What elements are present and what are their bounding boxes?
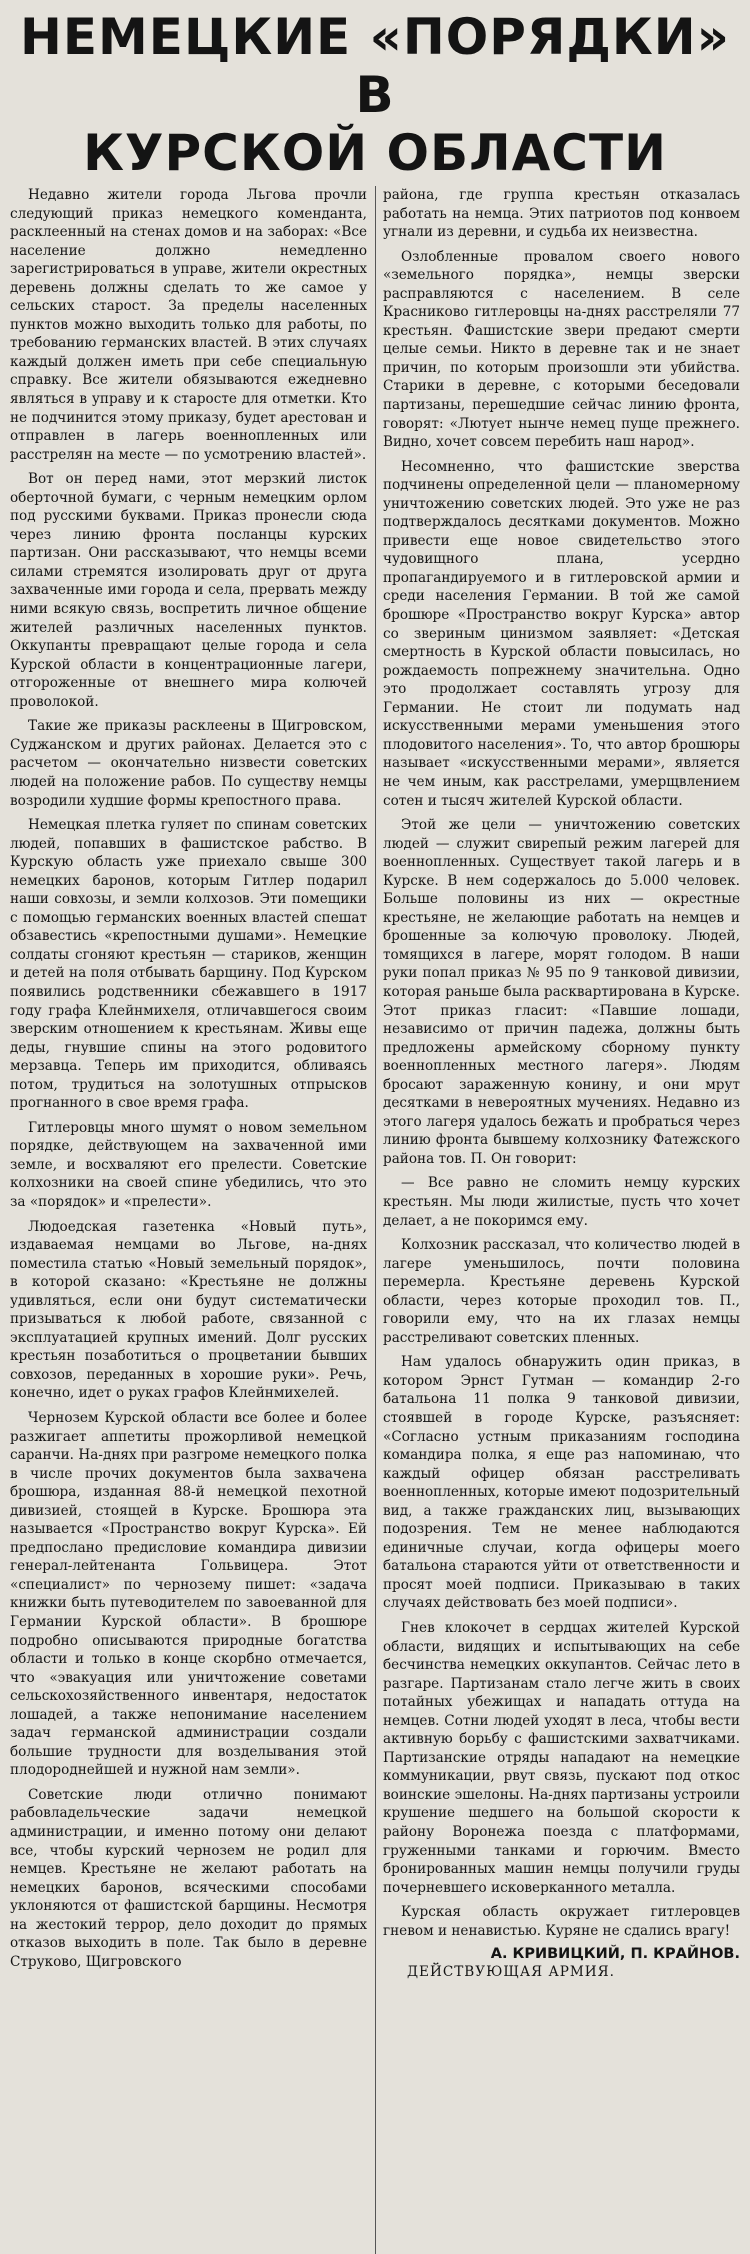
- paragraph: Людоедская газетенка «Новый путь», издаваемая немцами во Льгове, на-днях поместила статью «Новый земельный порядок», в которой сказано: «Крестьяне не должны удивляться, если они будут систематически призываться к любой работе, связанной с эксплуатацией крупных имений. Долг русских крестьян позаботиться о процветании бывших совхозов, переданных в хорошие руки». Речь, конечно, идет о руках графов Клейнмихелей.: [10, 1218, 367, 1402]
- paragraph: Вот он перед нами, этот мерзкий листок оберточной бумаги, с черным немецким орлом под русскими буквами. Приказ пронесли сюда через линию фронта посланцы курских партизан. Они рассказывают, что немцы всеми силами стремятся изолировать друг от друга захваченные ими города и села, прервать между ними всякую связь, воспретить личное общение жителей различных населенных пунктов. Оккупанты превращают целые города и села Курской области в концентрационные лагери, отгороженные от внешнего мира колючей проволокой.: [10, 471, 367, 710]
- author-signature: А. КРИВИЦКИЙ, П. КРАЙНОВ.: [490, 1946, 740, 1963]
- paragraph: Такие же приказы расклеены в Щигровском, Суджанском и других районах. Делается это с расчетом — окончательно низвести советских людей на положение рабов. По существу немцы возродили худшие формы крепостного права.: [10, 718, 367, 809]
- headline-line-2: КУРСКОЙ ОБЛАСТИ: [83, 124, 667, 182]
- paragraph: Нам удалось обнаружить один приказ, в котором Эрнст Гутман — командир 2-го батальона 11 полка 9 танковой дивизии, стоявшей в городе Курске, разъясняет: «Согласно устным приказаниям господина командира полка, я еще раз напоминаю, что каждый офицер обязан расстреливать военнопленных, которые имеют подозрительный вид, а также гражданских лиц, вызывающих подозрения. Тем не менее наблюдаются единичные случаи, когда офицеры моего батальона стараются уйти от ответственности и просят моей подписи. Приказываю в таких случаях действовать без моей подписи».: [383, 1354, 740, 1612]
- column-divider: [375, 186, 376, 2254]
- headline-line-1: НЕМЕЦКИЕ «ПОРЯДКИ» В: [20, 8, 730, 124]
- article-columns: [10, 186, 740, 2254]
- paragraph: Курская область окружает гитлеровцев гневом и ненавистью. Куряне не сдались врагу!: [383, 1904, 740, 1939]
- paragraph: Озлобленные провалом своего нового «земельного порядка», немцы зверски расправляются с населением. В селе Красниково гитлеровцы на-днях расстреляли 77 крестьян. Фашистские звери предают смерти целые семьи. Никто в деревне так и не знает причин, по которым произошли эти убийства. Старики в деревне, с которыми беседовали партизаны, перешедшие сейчас линию фронта, говорят: «Лютует нынче немец пуще прежнего. Видно, хочет совсем перебить наш народ».: [383, 248, 740, 451]
- paragraph: Чернозем Курской области все более и более разжигает аппетиты прожорливой немецкой саранчи. На-днях при разгроме немецкого полка в числе прочих документов была захвачена брошюра, изданная 88-й немецкой пехотной дивизией, стоящей в Курске. Брошюра эта называется «Пространство вокруг Курска». Ей предпослано предисловие командира дивизии генерал-лейтенанта Гольвицера. Этот «специалист» по чернозему пишет: «задача книжки быть путеводителем по завоеванной для Германии Курской области». В брошюре подробно описываются природные богатства области и только в конце скорбно отмечается, что «эвакуация или уничтожение советами сельскохозяйственного инвентаря, недостаток лошадей, а также непонимание населением задач германской администрации создали большие трудности для возделывания этой плодороднейшей и нужной нам земли».: [10, 1410, 367, 1779]
- article-headline: [10, 8, 740, 182]
- paragraph: Колхозник рассказал, что количество людей в лагере уменьшилось, почти половина перемерла. Крестьяне деревень Курской области, через которые проходил тов. П., говорили ему, что на их глазах немцы расстреливают советских пленных.: [383, 1237, 740, 1346]
- paragraph-continuation: района, где группа крестьян отказалась работать на немца. Этих патриотов под конвоем угнали из деревни, и судьба их неизвестна.: [383, 187, 740, 241]
- paragraph: — Все равно не сломить немцу курских крестьян. Мы люди жилистые, пусть что хочет делает, а не покоримся ему.: [383, 1175, 740, 1229]
- right-column: [383, 186, 740, 2254]
- paragraph: Гнев клокочет в сердцах жителей Курской области, видящих и испытывающих на себе бесчинства немецких оккупантов. Сейчас лето в разгаре. Партизанам стало легче жить в своих потайных убежищах и нападать оттуда на немцев. Сотни людей уходят в леса, чтобы вести активную борьбу с фашистскими захватчиками. Партизанские отряды нападают на немецкие коммуникации, рвут связь, пускают под откос воинские эшелоны. На-днях партизаны устроили крушение шедшего на большой скорости к району Воронежа поезда с платформами, груженными танками и горючим. Вместо бронированных машин немцы получили груды почерневшего исковерканного металла.: [383, 1620, 740, 1896]
- paragraph: Этой же цели — уничтожению советских людей — служит свирепый режим лагерей для военнопленных. Существует такой лагерь и в Курске. В нем содержалось до 5.000 человек. Больше половины из них — окрестные крестьяне, не желающие работать на немцев и брошенные за колючую проволоку. Людей, томящихся в лагере, морят голодом. В наши руки попал приказ № 95 по 9 танковой дивизии, которая раньше была расквартирована в Курске. Этот приказ гласит: «Павшие лошади, независимо от причин падежа, должны быть предложены армейскому сборному пункту военнопленных местного лагеря». Людям бросают зараженную конину, и они мрут десятками в невероятных мучениях. Недавно из этого лагеря удалось бежать и пробраться через линию фронта бывшему колхознику Фатежского района тов. П. Он говорит:: [383, 817, 740, 1167]
- paragraph: Гитлеровцы много шумят о новом земельном порядке, действующем на захваченной ими земле, и восхваляют его прелести. Советские колхозники на своей спине убедились, что это за «порядок» и «прелести».: [10, 1119, 367, 1210]
- paragraph: Несомненно, что фашистские зверства подчинены определенной цели — планомерному уничтожению советских людей. Это уже не раз подтверждалось десятками документов. Можно привести еще новое свидетельство этого чудовищного плана, усердно пропагандируемого и в гитлеровской армии и среди населения Германии. В той же самой брошюре «Пространство вокруг Курска» автор со звериным цинизмом заявляет: «Детская смертность в Курской области повысилась, но рождаемость попрежнему значительна. Одно это продолжает составлять угрозу для Германии. Не стоит ли подумать над искусственными мерами уменьшения этого плодовитого населения». То, что автор брошюры называет «искусственными мерами», является не чем иным, как расстрелами, умерщвлением сотен и тысяч жителей Курской области.: [383, 458, 740, 809]
- paragraph: Советские люди отлично понимают рабовладельческие задачи немецкой администрации, и именно потому они делают все, чтобы курский чернозем не родил для немцев. Крестьяне не желают работать на немецких баронов, всяческими способами уклоняются от фашистской барщины. Несмотря на жестокий террор, дело доходит до прямых отказов выходить в поле. Так было в деревне Струково, Щигровского: [10, 1786, 367, 1970]
- paragraph: Недавно жители города Льгова прочли следующий приказ немецкого коменданта, расклеенный на стенах домов и на заборах: «Все население должно немедленно зарегистрироваться в управе, жители окрестных деревень должны сделать то же самое у сельских старост. За пределы населенных пунктов можно выходить только для работы, по требованию германских властей. В этих случаях каждый должен иметь при себе специальную справку. Все жители обязываются ежедневно являться в управу и к старосте для отметки. Кто не подчинится этому приказу, будет арестован и отправлен в лагерь военнопленных или расстрелян на месте — по усмотрению властей».: [10, 187, 367, 463]
- paragraph: Немецкая плетка гуляет по спинам советских людей, попавших в фашистское рабство. В Курскую область уже приехало свыше 300 немецких баронов, которым Гитлер подарил наши совхозы, и земли колхозов. Эти помещики с помощью германских военных властей спешат обзавестись «крепостными душами». Немецкие солдаты сгоняют крестьян — стариков, женщин и детей на поля отбывать барщину. Под Курском появились родственники сбежавшего в 1917 году графа Клейнмихеля, отличавшегося своим зверским отношением к крестьянам. Живы еще деды, гнувшие спины на этого родовитого мерзавца. Теперь им приходится, обливаясь потом, трудиться на золотушных отпрысков прогнанного в свое время графа.: [10, 817, 367, 1112]
- left-column: [10, 186, 367, 2254]
- dateline: ДЕЙСТВУЮЩАЯ АРМИЯ.: [407, 1964, 615, 1981]
